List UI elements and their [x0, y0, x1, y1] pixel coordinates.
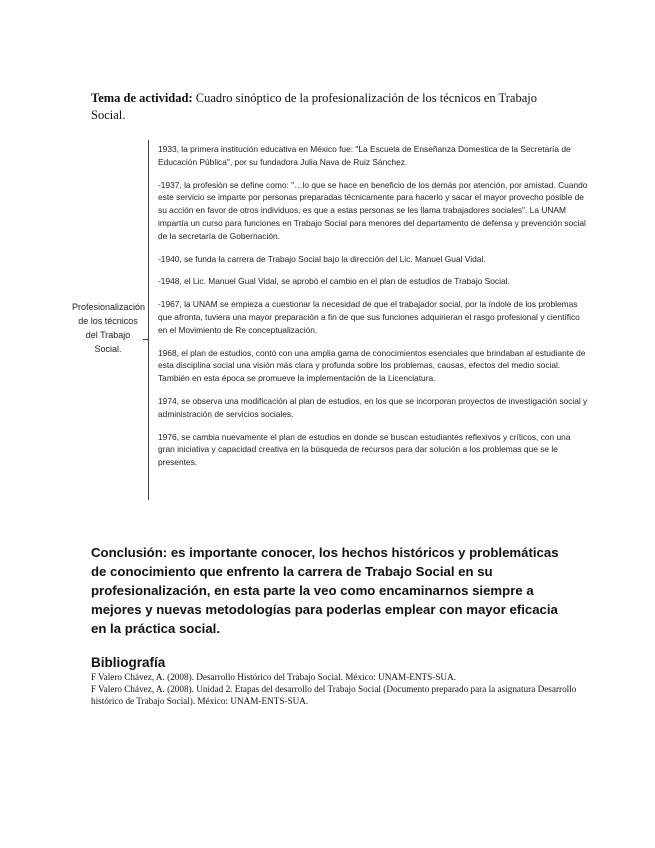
event-1937: -1937, la profesión se define como: "…lo que se hace en beneficio de los demás por atención, por amistad. Cuando este servicio se imparte por personas preparadas técnicamente para hacerlo y sacar el mayor provecho posible de su acción en favor de otros individuos, es que a estas personas se les llama trabajadores sociales". La UNAM impartía un curso para funciones en Trabajo Social para menores del departamento de defensa y prevención social de la secretaría de Gobernación.	[158, 179, 588, 241]
event-1968: 1968, el plan de estudios, contó con una amplia gama de conocimientos esenciales que brindaban al estudiante de esta disciplina social una visión más clara y profunda sobre los problemas, causas, efectos del medio social. También en esta época se promueve la implementación de la Licenciatura.	[158, 347, 586, 384]
bibliography-entry	[91, 671, 586, 683]
event-1948: -1948, el Lic. Manuel Gual Vidal, se aprobó el cambio en el plan de estudios de Trabajo Social.	[158, 276, 510, 287]
activity-topic-text: Cuadro sinóptico de la profesionalización de los técnicos en Trabajo Social.	[91, 91, 537, 122]
synoptic-label: Profesionalización de los técnicos del Trabajo Social.	[72, 302, 146, 354]
event-1976: 1976, se cambia nuevamente el plan de estudios en donde se buscan estudiantes reflexivos y críticos, con una gran iniciativa y capacidad creativa en la búsqueda de recursos para dar solución a los problemas que se le presentes.	[158, 431, 571, 468]
activity-topic-label: Tema de actividad:	[91, 91, 193, 105]
bibliography-marker: F	[91, 684, 97, 694]
synoptic-brace	[148, 140, 157, 500]
bibliography-entry	[91, 683, 586, 707]
conclusion: Conclusión: es importante conocer, los hechos históricos y problemáticas de conocimiento que enfrento la carrera de Trabajo Social en su profesionalización, en esta parte la veo como encaminarnos siempre a mejores y nuevas metodologías para poderlas emplear con mayor eficacia en la práctica social.	[91, 545, 559, 636]
synoptic-events	[158, 143, 588, 479]
event-1974: 1974, se observa una modificación al plan de estudios, en los que se incorporan proyectos de investigación social y administración de servicios sociales.	[158, 395, 588, 419]
bibliography	[91, 655, 586, 707]
event-1967: -1967, la UNAM se empieza a cuestionar la necesidad de que el trabajador social, por la índole de los problemas que afronta, tuviera una mayor preparación a fin de que sus funciones adquirieran el rasgo profesional y científico en el Movimiento de Re conceptualización.	[158, 299, 580, 335]
bibliography-entry-text: Valero Chávez, A. (2008). Unidad 2. Etapas del desarrollo del Trabajo Social (Documento preparado para la asignatura Desarrollo histórico de Trabajo Social). México: UNAM-ENTS-SUA.	[91, 684, 577, 706]
event-1940: -1940, se funda la carrera de Trabajo Social bajo la dirección del Lic. Manuel Gual Vidal.	[158, 253, 486, 264]
bibliography-entry-text: Valero Chávez, A. (2008). Desarrollo Histórico del Trabajo Social. México: UNAM-ENTS-SUA.	[98, 672, 456, 682]
bibliography-marker: F	[91, 672, 97, 682]
bibliography-title: Bibliografía	[91, 655, 166, 670]
event-1933: 1933, la primera institución educativa en México fue: "La Escuela de Enseñanza Domestica de la Secretaría de Educación Pública", por su fundadora Julia Nava de Ruiz Sánchez.	[158, 144, 571, 167]
activity-topic	[91, 90, 561, 124]
